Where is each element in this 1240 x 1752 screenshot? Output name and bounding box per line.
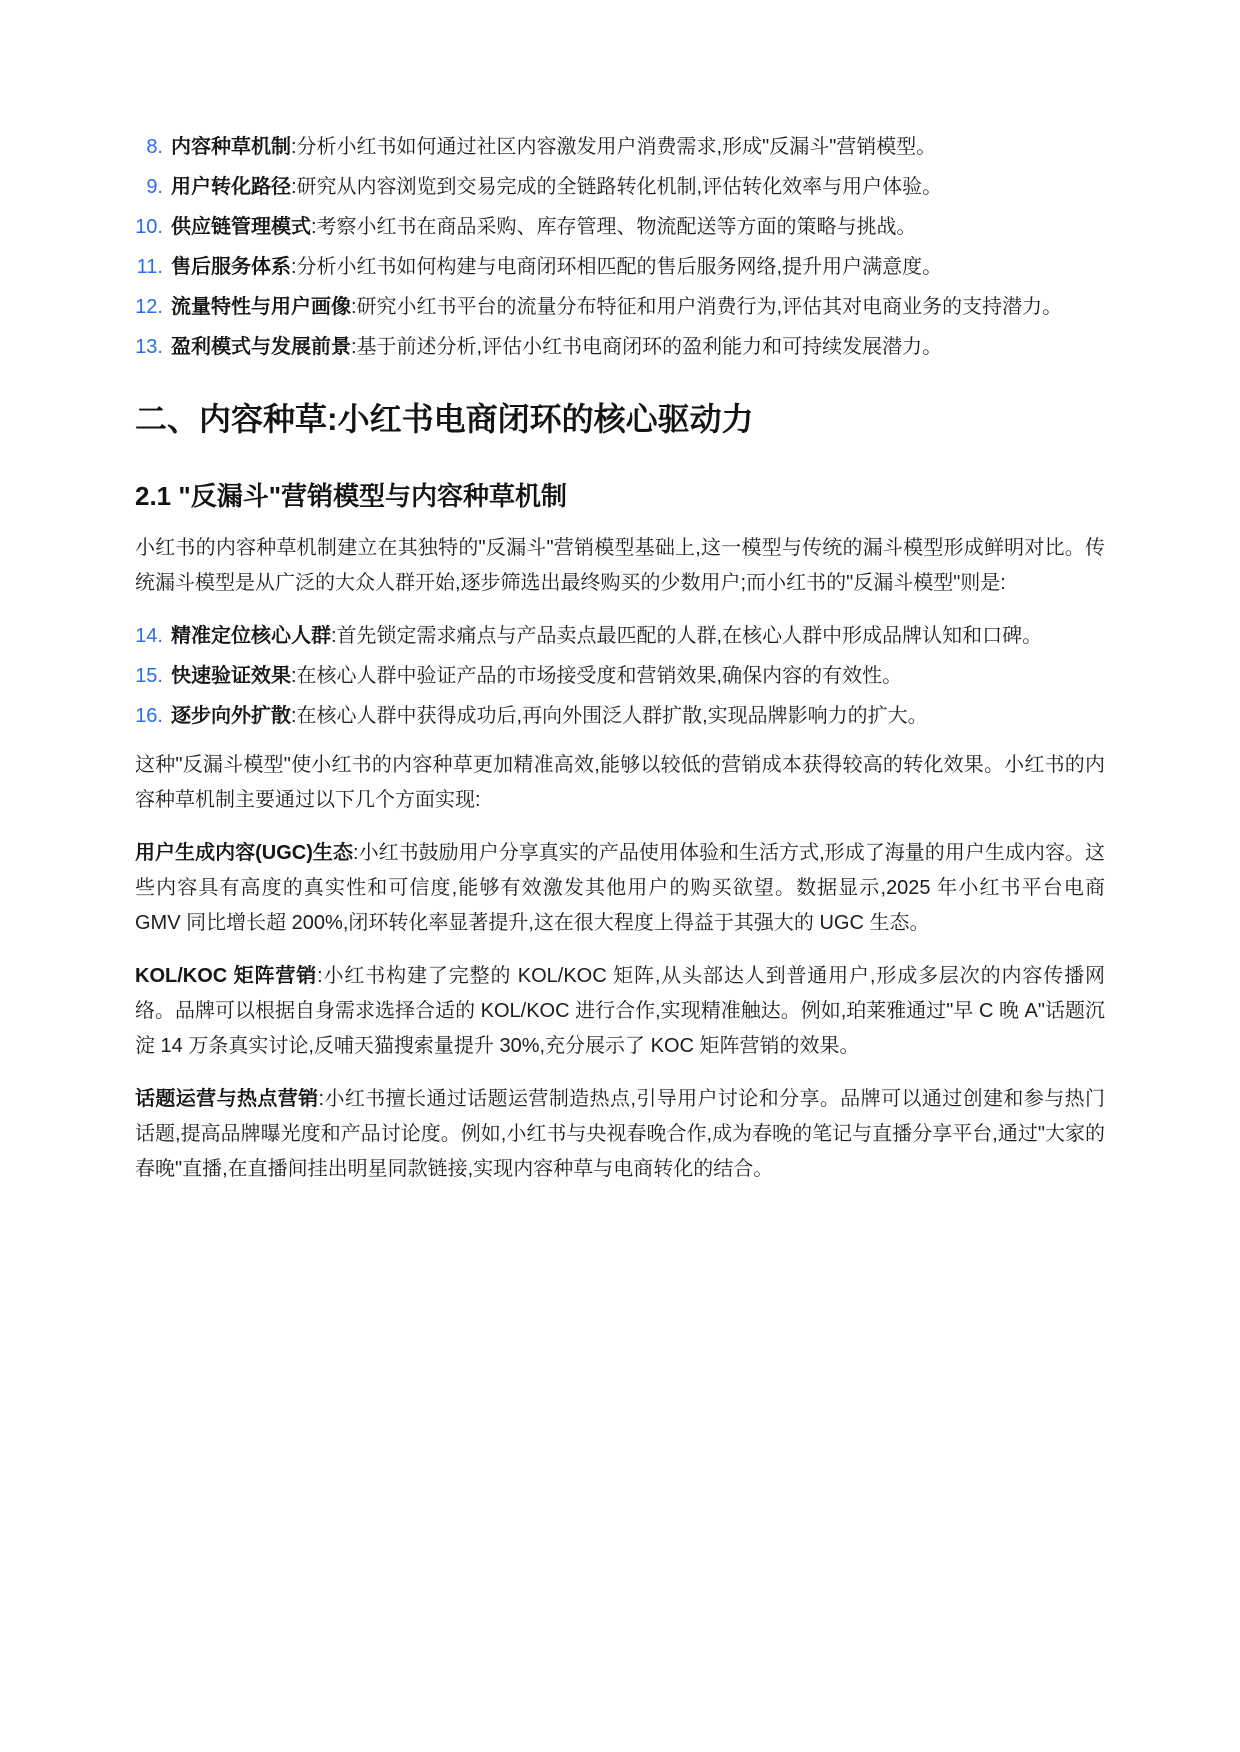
sub-heading: 2.1 "反漏斗"营销模型与内容种草机制 <box>135 481 568 511</box>
item-label: 内容种草机制 <box>171 136 291 158</box>
item-label: 精准定位核心人群 <box>171 625 331 647</box>
section-heading: 二、内容种草:小红书电商闭环的核心驱动力 <box>135 401 754 437</box>
list-item <box>135 170 1105 205</box>
item-text: :首先锁定需求痛点与产品卖点最匹配的人群,在核心人群中形成品牌认知和口碑。 <box>331 625 1043 647</box>
item-number: 14. <box>135 625 163 647</box>
item-text: :考察小红书在商品采购、库存管理、物流配送等方面的策略与挑战。 <box>311 216 917 238</box>
list-item <box>135 250 1105 285</box>
paragraph-lead-label: 用户生成内容(UGC)生态 <box>135 842 353 864</box>
list-item <box>135 210 1105 245</box>
paragraph-lead-label: KOL/KOC 矩阵营销 <box>135 965 318 987</box>
paragraph-ugc-ecosystem <box>135 836 1105 941</box>
paragraph-lead-label: 话题运营与热点营销 <box>135 1088 319 1110</box>
item-number: 8. <box>146 136 163 158</box>
item-number: 12. <box>135 296 163 318</box>
item-label: 用户转化路径 <box>171 176 291 198</box>
item-label: 盈利模式与发展前景 <box>171 336 351 358</box>
funnel-steps-list <box>135 619 1105 734</box>
paragraph-text: :小红书擅长通过话题运营制造热点,引导用户讨论和分享。品牌可以通过创建和参与热门话题,提高品牌曝光度和产品讨论度。例如,小红书与央视春晚合作,成为春晚的笔记与直播分享平台,通过"大家的春晚"直播,在直播间挂出明星同款链接,实现内容种草与电商转化的结合。 <box>135 1088 1105 1180</box>
item-number: 13. <box>135 336 163 358</box>
item-label: 售后服务体系 <box>171 256 291 278</box>
paragraph-kol-koc-matrix <box>135 959 1105 1064</box>
item-text: :基于前述分析,评估小红书电商闭环的盈利能力和可持续发展潜力。 <box>351 336 943 358</box>
item-text: :在核心人群中获得成功后,再向外围泛人群扩散,实现品牌影响力的扩大。 <box>291 705 928 727</box>
item-text: :研究小红书平台的流量分布特征和用户消费行为,评估其对电商业务的支持潜力。 <box>351 296 1063 318</box>
paragraph-model-intro: 小红书的内容种草机制建立在其独特的"反漏斗"营销模型基础上,这一模型与传统的漏斗模型形成鲜明对比。传统漏斗模型是从广泛的大众人群开始,逐步筛选出最终购买的少数用户;而小红书的"反漏斗模型"则是: <box>135 537 1105 594</box>
paragraph-model-summary: 这种"反漏斗模型"使小红书的内容种草更加精准高效,能够以较低的营销成本获得较高的转化效果。小红书的内容种草机制主要通过以下几个方面实现: <box>135 754 1105 811</box>
list-item <box>135 290 1105 325</box>
list-item <box>135 699 1105 734</box>
item-number: 9. <box>146 176 163 198</box>
item-number: 10. <box>135 216 163 238</box>
paragraph-topic-marketing <box>135 1082 1105 1187</box>
item-label: 快速验证效果 <box>171 665 291 687</box>
item-number: 15. <box>135 665 163 687</box>
item-text: :分析小红书如何通过社区内容激发用户消费需求,形成"反漏斗"营销模型。 <box>291 136 937 158</box>
item-number: 16. <box>135 705 163 727</box>
list-item <box>135 659 1105 694</box>
paragraph-text: :小红书鼓励用户分享真实的产品使用体验和生活方式,形成了海量的用户生成内容。这些内容具有高度的真实性和可信度,能够有效激发其他用户的购买欲望。数据显示,2025 年小红书平台电商 GMV 同比增长超 200%,闭环转化率显著提升,这在很大程度上得益于其强大的 UGC 生态。 <box>135 842 1105 934</box>
item-label: 逐步向外扩散 <box>171 705 291 727</box>
item-text: :分析小红书如何构建与电商闭环相匹配的售后服务网络,提升用户满意度。 <box>291 256 943 278</box>
item-label: 供应链管理模式 <box>171 216 311 238</box>
list-item <box>135 619 1105 654</box>
research-outline-list <box>135 130 1105 365</box>
list-item <box>135 330 1105 365</box>
item-text: :在核心人群中验证产品的市场接受度和营销效果,确保内容的有效性。 <box>291 665 903 687</box>
list-item <box>135 130 1105 165</box>
item-number: 11. <box>136 256 163 278</box>
item-text: :研究从内容浏览到交易完成的全链路转化机制,评估转化效率与用户体验。 <box>291 176 943 198</box>
item-label: 流量特性与用户画像 <box>171 296 351 318</box>
paragraph-text: :小红书构建了完整的 KOL/KOC 矩阵,从头部达人到普通用户,形成多层次的内容传播网络。品牌可以根据自身需求选择合适的 KOL/KOC 进行合作,实现精准触达。例如,珀莱雅通过"早 C 晚 A"话题沉淀 14 万条真实讨论,反哺天猫搜索量提升 30%,充分展示了 KOC 矩阵营销的效果。 <box>135 965 1105 1057</box>
